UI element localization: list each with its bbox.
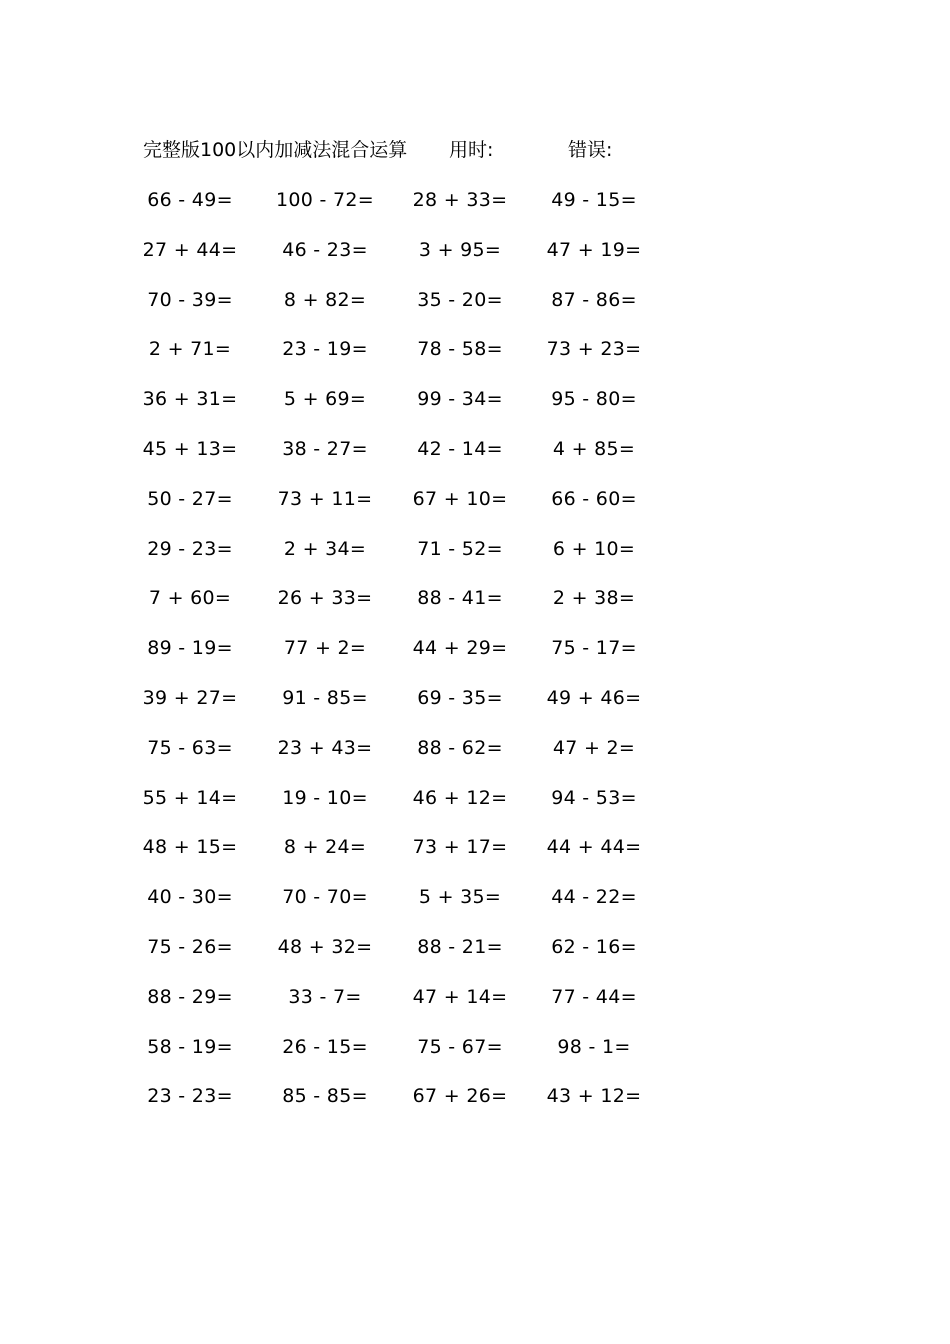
- math-problem: 73 + 23=: [546, 338, 642, 361]
- math-problem: 44 + 29=: [412, 637, 508, 660]
- math-problem: 99 - 34=: [417, 388, 503, 411]
- error-count-label: 错误:: [568, 139, 613, 161]
- math-problem: 49 + 46=: [546, 686, 642, 709]
- problem-row: [140, 484, 660, 534]
- math-problem: 23 - 23=: [147, 1085, 233, 1108]
- problem-row: [140, 1032, 660, 1082]
- math-problem: 77 + 2=: [283, 637, 367, 660]
- time-used-label: 用时:: [449, 139, 494, 161]
- math-problem: 43 + 12=: [546, 1085, 642, 1108]
- math-problem: 2 + 71=: [148, 338, 232, 361]
- math-problem: 44 + 44=: [546, 836, 642, 859]
- math-problem: 42 - 14=: [417, 437, 503, 460]
- problem-row: [140, 1081, 660, 1131]
- math-problem: 88 - 41=: [417, 587, 503, 610]
- problem-row: [140, 832, 660, 882]
- math-problem: 94 - 53=: [551, 786, 637, 809]
- math-problem: 47 + 2=: [552, 736, 636, 759]
- math-problem: 26 - 15=: [282, 1035, 368, 1058]
- math-problem: 62 - 16=: [551, 935, 637, 958]
- math-problem: 87 - 86=: [551, 288, 637, 311]
- problem-row: [140, 185, 660, 235]
- math-problem: 75 - 17=: [551, 637, 637, 660]
- math-problem: 77 - 44=: [551, 985, 637, 1008]
- math-problem: 33 - 7=: [288, 985, 362, 1008]
- math-problem: 46 + 12=: [412, 786, 508, 809]
- math-problem: 70 - 70=: [282, 886, 368, 909]
- problem-row: [140, 982, 660, 1032]
- math-problem: 2 + 38=: [552, 587, 636, 610]
- math-problem: 58 - 19=: [147, 1035, 233, 1058]
- worksheet-title: 完整版100以内加减法混合运算: [143, 139, 408, 161]
- math-problem: 47 + 19=: [546, 238, 642, 261]
- problem-row: [140, 583, 660, 633]
- problem-row: [140, 783, 660, 833]
- math-problem: 88 - 62=: [417, 736, 503, 759]
- math-problem: 73 + 11=: [277, 487, 373, 510]
- problem-grid: [140, 185, 660, 1131]
- problem-row: [140, 384, 660, 434]
- math-problem: 70 - 39=: [147, 288, 233, 311]
- problem-row: [140, 633, 660, 683]
- math-problem: 66 - 49=: [147, 189, 233, 211]
- math-problem: 36 + 31=: [142, 388, 238, 411]
- math-problem: 5 + 35=: [418, 886, 502, 909]
- math-problem: 26 + 33=: [277, 587, 373, 610]
- math-problem: 67 + 10=: [412, 487, 508, 510]
- math-problem: 88 - 29=: [147, 985, 233, 1008]
- math-problem: 8 + 82=: [283, 288, 367, 311]
- math-problem: 55 + 14=: [142, 786, 238, 809]
- math-problem: 75 - 67=: [417, 1035, 503, 1058]
- problem-row: [140, 334, 660, 384]
- math-problem: 35 - 20=: [417, 288, 503, 311]
- math-problem: 40 - 30=: [147, 886, 233, 909]
- math-problem: 50 - 27=: [147, 487, 233, 510]
- math-problem: 19 - 10=: [282, 786, 368, 809]
- math-problem: 23 + 43=: [277, 736, 373, 759]
- problem-row: [140, 683, 660, 733]
- math-problem: 23 - 19=: [282, 338, 368, 361]
- math-problem: 48 + 15=: [142, 836, 238, 859]
- math-problem: 49 - 15=: [551, 189, 637, 211]
- math-problem: 39 + 27=: [142, 686, 238, 709]
- problem-row: [140, 882, 660, 932]
- math-problem: 66 - 60=: [551, 487, 637, 510]
- math-problem: 28 + 33=: [412, 189, 508, 211]
- math-problem: 100 - 72=: [276, 189, 374, 211]
- math-problem: 78 - 58=: [417, 338, 503, 361]
- math-problem: 88 - 21=: [417, 935, 503, 958]
- problem-row: [140, 932, 660, 982]
- math-problem: 98 - 1=: [557, 1035, 631, 1058]
- math-problem: 85 - 85=: [282, 1085, 368, 1108]
- math-problem: 7 + 60=: [148, 587, 232, 610]
- math-problem: 3 + 95=: [418, 238, 502, 261]
- math-problem: 73 + 17=: [412, 836, 508, 859]
- math-problem: 8 + 24=: [283, 836, 367, 859]
- math-problem: 75 - 63=: [147, 736, 233, 759]
- math-problem: 91 - 85=: [282, 686, 368, 709]
- problem-row: [140, 434, 660, 484]
- math-problem: 46 - 23=: [282, 238, 368, 261]
- worksheet-header: [143, 136, 743, 164]
- math-problem: 5 + 69=: [283, 388, 367, 411]
- math-problem: 69 - 35=: [417, 686, 503, 709]
- problem-row: [140, 285, 660, 335]
- math-problem: 95 - 80=: [551, 388, 637, 411]
- math-problem: 27 + 44=: [142, 238, 238, 261]
- math-problem: 29 - 23=: [147, 537, 233, 560]
- math-problem: 38 - 27=: [282, 437, 368, 460]
- math-problem: 47 + 14=: [412, 985, 508, 1008]
- problem-row: [140, 733, 660, 783]
- problem-row: [140, 534, 660, 584]
- problem-row: [140, 235, 660, 285]
- math-problem: 44 - 22=: [551, 886, 637, 909]
- math-problem: 67 + 26=: [412, 1085, 508, 1108]
- math-problem: 6 + 10=: [552, 537, 636, 560]
- math-problem: 89 - 19=: [147, 637, 233, 660]
- math-problem: 48 + 32=: [277, 935, 373, 958]
- math-problem: 75 - 26=: [147, 935, 233, 958]
- math-problem: 4 + 85=: [552, 437, 636, 460]
- math-problem: 45 + 13=: [142, 437, 238, 460]
- math-problem: 71 - 52=: [417, 537, 503, 560]
- math-problem: 2 + 34=: [283, 537, 367, 560]
